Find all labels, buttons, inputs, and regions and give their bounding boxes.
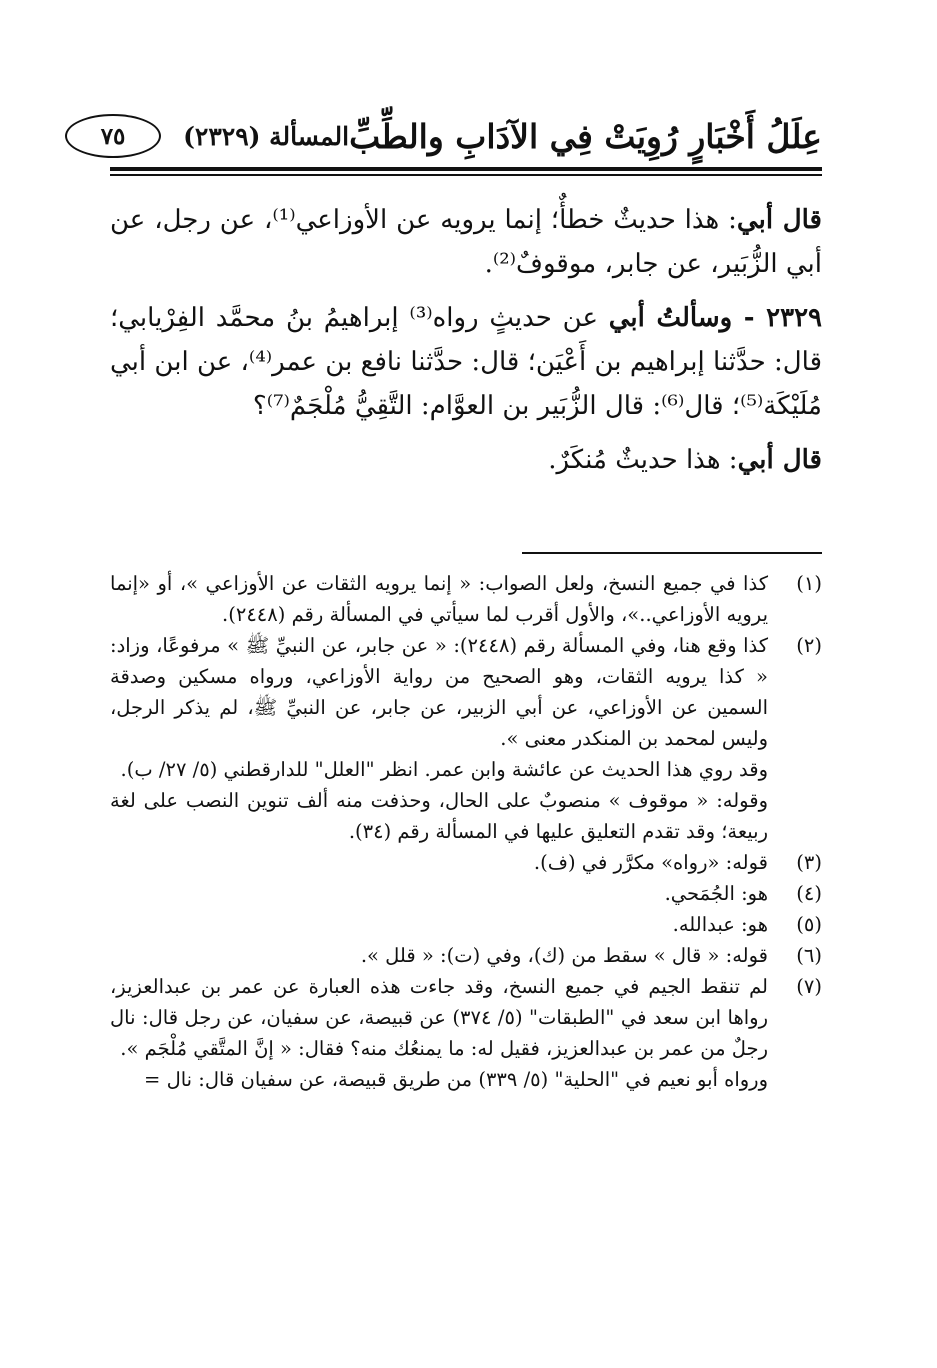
footnote-number: (٧) [796, 975, 822, 998]
paragraph-2 [110, 296, 822, 428]
footnote-text: هو: الجُمَحي. [664, 882, 768, 905]
footnote-number: (٥) [796, 913, 822, 936]
footnote-body [110, 630, 768, 847]
footnote-text: هو: عبدالله. [672, 913, 768, 936]
footnote-body [110, 971, 768, 1095]
footnote [110, 940, 822, 971]
header-rule-thick [110, 167, 822, 171]
header-rule-thin [110, 174, 822, 176]
speaker-label: قال أبي [736, 205, 822, 235]
paragraph-text: : هذا حديثٌ مُنكَرٌ. [548, 445, 738, 475]
paragraph-text: عن حديثٍ رواه⁽³⁾ إبراهيمُ بنُ محمَّد الفِرْيابي؛ قال: حدَّثنا إبراهيم بن أَعْيَن؛ قال: حدَّثنا نافع بن عمر⁽⁴⁾، عن ابن أبي مُلَيْكَة⁽⁵⁾؛ قال⁽⁶⁾: قال الزُّبَير بن العوَّام: التَّقِيُّ مُلْجَمٌ⁽⁷⁾؟ [110, 303, 822, 421]
footnote-body [110, 878, 768, 909]
main-text [110, 198, 822, 482]
footnote-number: (٤) [796, 882, 822, 905]
footnote-body [110, 909, 768, 940]
footnote-text: كذا في جميع النسخ، ولعل الصواب: « إنما يرويه الثقات عن الأوزاعي »، أو «إنما يرويه الأوزاعي..»، والأول أقرب لما سيأتي في المسألة رقم (٢٤٤٨). [110, 572, 768, 626]
paragraph-text: : هذا حديثٌ خطأٌ؛ إنما يرويه عن الأوزاعي⁽¹⁾، عن رجل، عن أبي الزُّبَير، عن جابر، موقوفٌ⁽²⁾. [110, 205, 822, 279]
issue-heading: ٢٣٢٩ - وسألتُ أبي [608, 303, 822, 333]
page-number: ٧٥ [65, 114, 161, 158]
footnote-body [110, 847, 768, 878]
footnote [110, 878, 822, 909]
footnote [110, 630, 822, 847]
running-header [100, 108, 822, 164]
paragraph-1 [110, 198, 822, 286]
footnotes [110, 568, 822, 1095]
footnote [110, 847, 822, 878]
footnote-text: ورواه أبو نعيم في "الحلية" (٥/ ٣٣٩) من طريق قبيصة، عن سفيان قال: نال = [144, 1068, 768, 1091]
issue-label: المسألة (٢٣٢٩) [183, 121, 350, 151]
footnote [110, 909, 822, 940]
footnote-body [110, 568, 768, 630]
footnote-text: قوله: « قال » سقط من (ك)، وفي (ت): « قلل ». [360, 944, 768, 967]
header-left-group [65, 114, 349, 158]
footnote-text: لم تنقط الجيم في جميع النسخ، وقد جاءت هذه العبارة عن عمر بن عبدالعزيز، رواها ابن سعد في "الطبقات" (٥/ ٣٧٤) عن قبيصة، عن سفيان، عن رجل قال: نال رجلٌ من عمر بن عبدالعزيز، فقيل له: ما يمنعُك منه؟ فقال: « إنَّ المتَّقي مُلْجَم ». [110, 975, 768, 1060]
footnote-text: وقد روي هذا الحديث عن عائشة وابن عمر. انظر "العلل" للدارقطني (٥/ ٢٧/ ب). [120, 758, 768, 781]
footnote-number: (١) [796, 572, 822, 595]
footnote-text: وقوله: « موقوف » منصوبٌ على الحال، وحذفت منه ألف تنوين النصب على لغة ربيعة؛ وقد تقدم التعليق عليها في المسألة رقم (٣٤). [110, 789, 768, 843]
footnote-number: (٣) [796, 851, 822, 874]
footnote-separator [522, 552, 822, 554]
footnote-body [110, 940, 768, 971]
footnote [110, 568, 822, 630]
footnote [110, 971, 822, 1095]
book-title: عِلَلُ أَخْبَارٍ رُوِيَتْ فِي الآدَابِ والطِّبِّ [349, 116, 822, 156]
footnote-text: كذا وقع هنا، وفي المسألة رقم (٢٤٤٨): « عن جابر، عن النبيِّ ﷺ » مرفوعًا، وزاد: « كذا يرويه الثقات، وهو الصحيح من رواية الأوزاعي، ورواه مسكين وصدقة السمين عن الأوزاعي، عن أبي الزبير، عن جابر، عن النبيِّ ﷺ، لم يذكر الرجل، وليس لمحمد بن المنكدر معنى ». [110, 634, 769, 750]
footnote-text: قوله: «رواه» مكرَّر في (ف). [533, 851, 768, 874]
footnote-number: (٢) [796, 634, 822, 657]
speaker-label: قال أبي [737, 445, 822, 475]
footnote-number: (٦) [796, 944, 822, 967]
paragraph-3 [110, 438, 822, 482]
